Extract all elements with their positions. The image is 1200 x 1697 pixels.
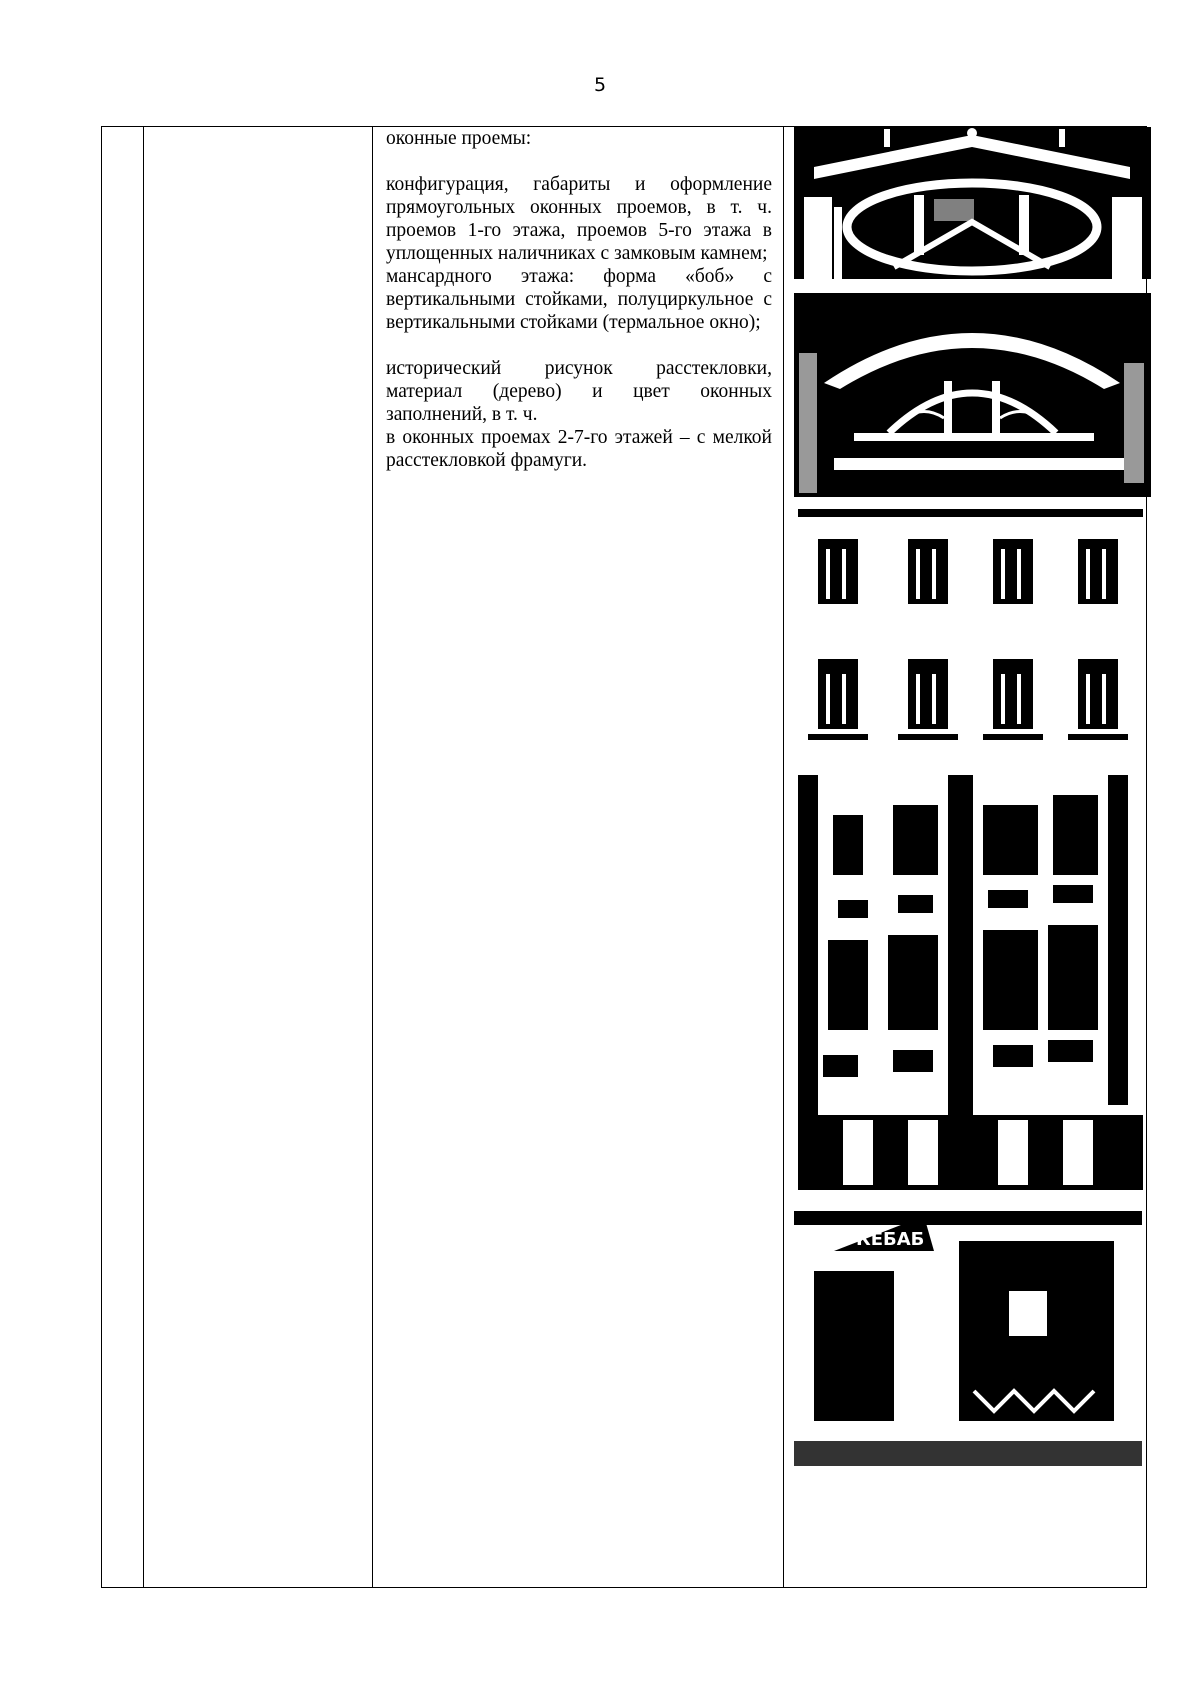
table-cell-photos (784, 127, 1147, 1588)
document-table (101, 126, 1147, 1588)
table-cell-number (102, 127, 144, 1588)
paragraph-glazing: исторический рисунок расстекловки, материал (дерево) и цвет оконных заполнений, в т. ч. (386, 358, 772, 425)
svg-text:КЕБАБ: КЕБАБ (856, 1229, 925, 1250)
photo-facade-upper-floors (798, 775, 1143, 1190)
paragraph-window-openings: оконные проемы: (386, 128, 532, 149)
paragraph-floors-2-7: в оконных проемах 2-7-го этажей – с мелкой расстекловкой фрамуги. (386, 427, 772, 471)
photo-bean-window (794, 127, 1151, 279)
page-number: 5 (593, 74, 607, 96)
table-row (102, 127, 1147, 1588)
table-cell-name (144, 127, 373, 1588)
table-cell-description (373, 127, 784, 1588)
paragraph-mansard: мансардного этажа: форма «боб» с вертикальными стойками, полуциркульное с вертикальными стойками (термальное окно); (386, 266, 772, 333)
photo-thermal-window (794, 293, 1151, 497)
photo-ground-floor-shopfront (794, 1211, 1142, 1466)
paragraph-configuration: конфигурация, габариты и оформление прямоугольных оконных проемов, в т. ч. проемов 1-го этажа, проемов 5-го этажа в уплощенных наличниках с замковым камнем; (386, 174, 772, 264)
photo-facade-windows-rows (798, 509, 1143, 757)
